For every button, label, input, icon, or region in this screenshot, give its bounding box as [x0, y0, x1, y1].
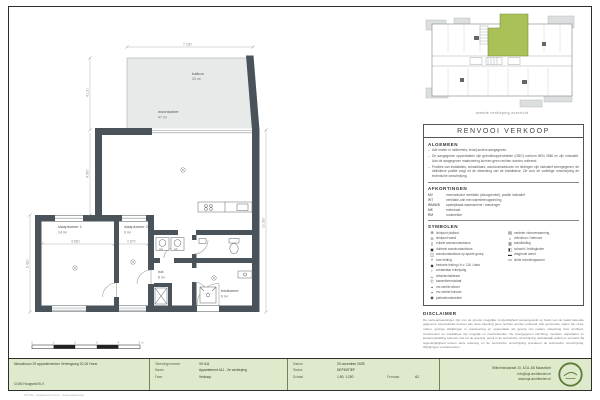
legend-box	[423, 138, 584, 306]
symbol-row: ▯ enkele wandcontactdoos	[428, 241, 501, 246]
symbol-icon: ▯	[430, 241, 434, 247]
room-label-slaapkamer1: slaapkamer 1	[58, 224, 83, 229]
symbol-icon: ◆	[430, 262, 434, 268]
legend-note: – Posities van installaties, schakelaars, wandcontactdozen en leidingen zijn indicatief weergegeven; de definitieve positie volgt uit de uitwerking van de installateur. Zie voor de volledige omschrijving de technische omschrijving.	[428, 165, 579, 179]
symbol-row: ▥ standleiding	[506, 241, 579, 246]
legend-title: RENVOOI VERKOOP	[423, 124, 584, 138]
symbol-row: ▭ lichte scheidingswand	[506, 258, 579, 263]
abbreviation-row: MK meterkast	[428, 207, 461, 212]
legend-panel	[423, 124, 584, 350]
symbol-row: ▤ verdeler vloerverwarming	[506, 231, 579, 236]
field-row: Tekeningnummer VK A11	[155, 362, 210, 366]
dim-label: 3.560	[71, 239, 80, 244]
symbol-row: ◉ plafondrookmelder	[428, 296, 501, 301]
architect-logo	[557, 361, 584, 388]
symbol-row: ◆ bedrade leiding t.b.v. CAI / data	[428, 263, 501, 268]
symbol-icon: ▥	[508, 241, 512, 247]
scale-bar	[31, 340, 144, 348]
room-label-hal: hal	[158, 269, 164, 274]
disclaimer-text: De verkooptekeningen zijn met de grootst mogelijke zorgvuldigheid samengesteld op basis van de laatst bekende gegevens. Desondanks kunnen aan deze tekening geen rechten worden ontleend. Alle genoemde maten zijn circa-maten; geringe afwijkingen in maatvoering en oppervlakte als gevolg van nadere uitwerking door architect, constructeur en installateur zijn mogelijk en voorbehouden. De weergegeven inrichting, meubels, apparatuur en keukenopstelling behoren niet tot de levering, tenzij in de technische omschrijving uitdrukkelijk anders is vermeld. Bij tegenstrijdigheid tussen deze tekening en de technische omschrijving prevaleert de technische omschrijving. Wijzigingen voorbehouden.	[423, 317, 584, 350]
dim-label: 10.330	[261, 217, 266, 228]
kitchen-counter-icon	[198, 202, 252, 212]
highlighted-apartment	[488, 14, 528, 56]
room-label-balkon: balkon	[192, 71, 204, 76]
room-area-balkon: 20 m²	[192, 77, 201, 81]
meter-cupboard-icon	[155, 288, 167, 304]
project-title: Nieuwbouw 29 appartementen Verlengweg 20-26 Horst	[14, 362, 98, 366]
room-label-badkamer: badkamer	[221, 288, 239, 293]
symbol-icon: ⊖	[430, 235, 434, 241]
symbol-row: ◓ mv-ventiel toevoer	[428, 290, 501, 295]
symbol-row: ⌙ wisselschakelaar	[428, 274, 501, 279]
svg-text:0: 0	[31, 340, 33, 345]
room-area-badkamer: 6 m²	[221, 294, 228, 299]
room-area-hal: 8 m²	[158, 275, 165, 280]
sheet-footnote: VK A11 - Appartement A11 - verkooptekening	[24, 393, 84, 397]
svg-text:5 m: 5 m	[138, 340, 144, 345]
toilet-icon	[199, 239, 239, 254]
symbol-row: Ⓣ kamerthermostaat	[428, 279, 501, 284]
symbol-icon: ▤	[508, 230, 512, 236]
abbreviation-row: MV mechanische ventilatie (afzuigventiel), positie indicatief	[428, 192, 525, 197]
dim-label: 4.950	[85, 169, 90, 178]
fixture-label-wd: wd	[174, 247, 178, 251]
section-heading: SYMBOLEN	[428, 223, 459, 229]
meta-row: Datum 20 november 2025	[293, 362, 365, 366]
abbreviation-row: WT ventilatie-unit met warmteterugwinning	[428, 197, 502, 202]
dim-label: 7.230	[183, 42, 192, 47]
field-row: Fase Verkoop	[155, 374, 212, 379]
symbol-icon: ▬	[508, 251, 512, 257]
legend-section-algemeen	[428, 142, 579, 184]
symbol-row: ▬ dragende wand	[506, 252, 579, 257]
svg-text:1: 1	[52, 340, 55, 345]
symbol-icon: ⌐	[430, 268, 434, 274]
contact-website: www.spl-architecten.nl	[518, 377, 551, 382]
symbol-icon: Ⓣ	[430, 279, 434, 285]
symbol-row: ◧ schacht / leidingkoker	[506, 247, 579, 252]
legend-note: – Alle maten in millimeters, tenzij anders aangegeven.	[428, 148, 579, 153]
titleblock-contact	[439, 359, 591, 390]
titleblock-drawing-info	[149, 359, 287, 390]
fixture-label-mk: mk	[157, 285, 161, 288]
symbol-icon: ◓	[430, 289, 434, 295]
legend-section-afkortingen	[428, 186, 579, 221]
symbol-row: ◒ mv-ventiel afvoer	[428, 285, 501, 290]
stairwell-hatch	[480, 26, 488, 44]
disclaimer-heading: DISCLAIMER	[423, 310, 457, 316]
architect-contact	[445, 366, 557, 382]
fixture-label-wm: wm	[159, 247, 164, 251]
overview-plan	[424, 12, 580, 110]
section-heading: ALGEMEEN	[428, 141, 459, 147]
project-client: COW Hoogveld B.V.	[14, 382, 45, 387]
contact-email: info@spl-architecten.nl	[517, 371, 551, 376]
room-area-slaapkamer1: 14 m²	[58, 230, 67, 235]
symbol-icon: ⌙	[430, 273, 434, 279]
symbol-icon: ▭	[508, 257, 512, 263]
symbol-icon: ⌂	[508, 235, 512, 241]
meta-row: Schaal 1:50, 1:200 Formaat A2	[293, 374, 420, 379]
room-area-slaapkamer2: 9 m²	[124, 230, 131, 235]
symbol-row: ⌂ videofoon / intercom	[506, 236, 579, 241]
symbol-row: ⌐ schakelaar enkelpolig	[428, 268, 501, 273]
overview-caption: tweede verdieping overzicht	[475, 111, 529, 115]
svg-text:3: 3	[95, 340, 98, 345]
symbol-icon: ◊	[431, 257, 433, 263]
title-block	[8, 358, 592, 391]
meta-row: Status DEFINITIEF	[293, 368, 355, 373]
svg-text:4: 4	[117, 340, 120, 345]
contact-address: Wilhelminastraat 10, 4211 AB Maastricht	[491, 366, 551, 371]
symbol-icon: ◉	[430, 295, 434, 301]
room-label-woonkamer: woonkamer	[158, 109, 179, 114]
disclaimer	[423, 311, 584, 350]
titleblock-project	[9, 359, 149, 390]
symbol-icon: ▣	[430, 246, 434, 252]
symbol-row: ◊ loze leiding	[428, 258, 501, 263]
field-row: Naam Appartement A11 - 2e verdieping	[155, 368, 247, 373]
symbol-row: ▣ dubbele wandcontactdoos	[428, 247, 501, 252]
dim-label: 5.420	[25, 259, 30, 268]
symbol-icon: ◫	[430, 251, 434, 257]
section-heading: AFKORTINGEN	[428, 185, 468, 191]
symbol-icon: ⊕	[430, 230, 434, 236]
symbol-icon: ◧	[508, 246, 512, 252]
balcony	[127, 58, 253, 130]
svg-text:2: 2	[74, 340, 77, 345]
abbreviation-row: RM rookmelder	[428, 212, 463, 217]
symbol-row: ⊖ lichtpunt wand	[428, 236, 501, 241]
symbol-row: ⊕ lichtpunt plafond	[428, 231, 501, 236]
titleblock-meta	[287, 359, 439, 390]
dim-label: 2.870	[127, 239, 136, 244]
dim-label: 4.100	[85, 88, 90, 97]
legend-note: – De aangegeven oppervlakten zijn gebruiksoppervlakten (GBO) conform NEN 2580 en zijn indicatief. Aan de aangegeven maatvoering kunnen geen rechten worden ontleend.	[428, 154, 579, 163]
legend-section-symbolen	[428, 224, 579, 301]
room-area-woonkamer: 47 m²	[158, 115, 167, 120]
symbol-row: ◫ wandcontactdoos op aparte groep	[428, 252, 501, 257]
abbreviation-row: WM/WD opstelplaats wasmachine / wasdroger	[428, 202, 501, 207]
room-label-slaapkamer2: slaapkamer 2	[124, 224, 149, 229]
symbol-icon: ◒	[430, 284, 434, 290]
